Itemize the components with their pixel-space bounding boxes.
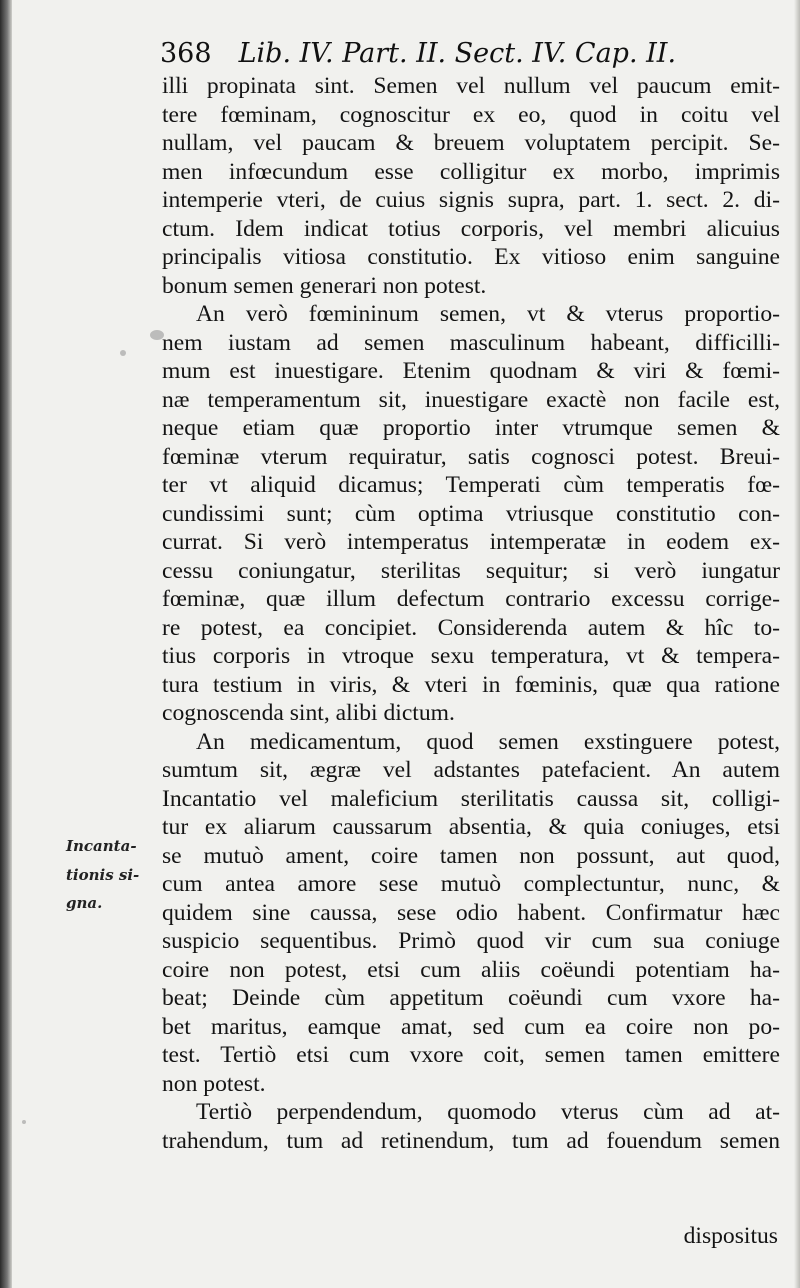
- text-line: currat. Si verò intemperatus intemperatæ in eodem ex-: [162, 529, 780, 555]
- text-line: coire non potest, etsi cum aliis coëundi potentiam ha-: [162, 956, 780, 983]
- page-number: 368: [160, 38, 212, 69]
- margin-note-line: gna.: [66, 894, 103, 912]
- text-line: tur ex aliarum caussarum absentia, & quia coniuges, etsi: [162, 814, 780, 840]
- text-line: tura testium in viris, & vteri in fœminis, quæ qua ratione: [162, 671, 780, 698]
- text-line: nem iustam ad semen masculinum habeant, difficilli-: [162, 329, 780, 356]
- text-line: nullam, vel paucam & breuem voluptatem percipit. Se-: [162, 130, 780, 156]
- text-line: fœminæ vterum requiratur, satis cognosci potest. Breui-: [162, 443, 780, 470]
- text-line: suspicio sequentibus. Primò quod vir cum sua coniuge: [162, 928, 780, 954]
- running-header: [160, 32, 780, 76]
- text-line: ctum. Idem indicat totius corporis, vel membri alicuius: [162, 215, 780, 242]
- text-line: næ temperamentum sit, inuestigare exactè non facile est,: [162, 386, 780, 413]
- margin-note: [66, 832, 162, 918]
- text-line: re potest, ea concipiet. Considerenda autem & hîc to-: [162, 614, 780, 641]
- margin-note-line: tionis si-: [66, 865, 140, 884]
- text-line: neque etiam quæ proportio inter vtrumque semen &: [162, 415, 780, 441]
- text-line: quidem sine caussa, sese odio habent. Confirmatur hæc: [162, 899, 780, 926]
- text-line: An medicamentum, quod semen exstinguere potest,: [196, 728, 780, 755]
- text-line: cessu coniungatur, sterilitas sequitur; si verò iungatur: [162, 557, 780, 584]
- text-line: Incantatio vel maleficium sterilitatis caussa sit, colligi-: [162, 785, 780, 812]
- text-line: cundissimi sunt; cùm optima vtriusque constitutio con-: [162, 500, 780, 527]
- text-line: men infœcundum esse colligitur ex morbo, imprimis: [162, 158, 780, 185]
- text-line: cum antea amore sese mutuò complectuntur, nunc, &: [162, 871, 780, 897]
- text-line: trahendum, tum ad retinendum, tum ad fouendum semen: [162, 1127, 780, 1154]
- text-line: se mutuò ament, coire tamen non possunt, aut quod,: [162, 842, 780, 869]
- text-line: mum est inuestigare. Etenim quodnam & viri & fœmi-: [162, 358, 780, 384]
- text-line: cognoscenda sint, alibi dictum.: [162, 700, 455, 726]
- text-line: tere fœminam, cognoscitur ex eo, quod in coitu vel: [162, 101, 780, 128]
- paper-stain: [120, 350, 126, 356]
- text-line: tius corporis in vtroque sexu temperatura, vt & tempera-: [162, 643, 780, 669]
- text-line: bet maritus, eamque amat, sed cum ea coire non po-: [162, 1013, 780, 1040]
- text-line: An verò fœmininum semen, vt & vterus proportio-: [196, 301, 780, 327]
- paper-stain: [22, 1120, 26, 1124]
- body-text: [162, 72, 780, 1155]
- text-line: bonum semen generari non potest.: [162, 272, 487, 299]
- text-line: beat; Deinde cùm appetitum coëundi cum vxore ha-: [162, 985, 780, 1011]
- margin-note-line: Incanta-: [66, 837, 137, 855]
- running-title: Lib. IV. Part. II. Sect. IV. Cap. II.: [238, 38, 677, 69]
- text-line: Tertiò perpendendum, quomodo vterus cùm ad at-: [196, 1099, 780, 1125]
- text-line: sumtum sit, ægræ vel adstantes patefacient. An autem: [162, 757, 780, 783]
- text-line: intemperie vteri, de cuius signis supra, part. 1. sect. 2. di-: [162, 187, 780, 213]
- text-line: ter vt aliquid dicamus; Temperati cùm temperatis fœ-: [162, 472, 780, 498]
- text-line: fœminæ, quæ illum defectum contrario excessu corrige-: [162, 586, 780, 612]
- text-line: illi propinata sint. Semen vel nullum vel paucum emit-: [162, 73, 780, 99]
- text-line: non potest.: [162, 1070, 266, 1097]
- text-line: principalis vitiosa constitutio. Ex vitioso enim sanguine: [162, 244, 780, 270]
- catchword: dispositus: [683, 1223, 778, 1249]
- text-line: test. Tertiò etsi cum vxore coit, semen tamen emittere: [162, 1042, 780, 1068]
